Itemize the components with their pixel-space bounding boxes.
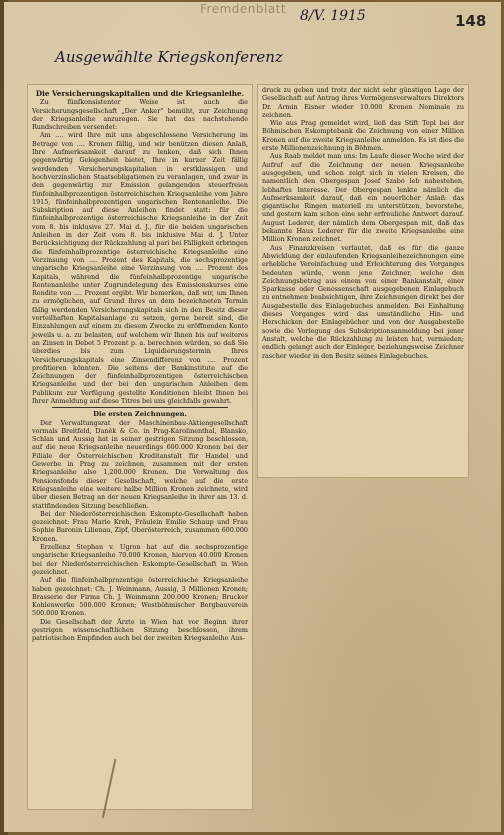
article-paragraph: Erzellenz Stephan v. Ugron hat auf die sechsprozentige ungarische Kriegsanleihe 70.000 Kronen, hiervon 40.000 Kronen bei der Niederösterreichischen Eskompte-Gesellschaft in Wien gezeichnet. bbox=[32, 543, 248, 576]
section-subtitle: Die ersten Zeichnungen. bbox=[93, 410, 187, 419]
article-paragraph: Aus Finanzkreisen verlautet, daß es für die ganze Abwicklung der einlaufenden Kriegsanleihezeichnungen eine erhebliche Vereinfachung und Erleichterung des Vorganges bedeuten würde, wenn jene Zeichner, welche den Zeichnungsbetrag aus einem von einer Bankanstalt, einer Sparkasse oder Genossenschaft ausgegebenen Einlagebuch zu entnehmen beabsichtigen, ihre Zeichnungen direkt bei der Ausgabestelle des Einlagebuches anmelden. Bei Einhaltung dieses Vorganges wird das umständliche Hin- und Herschicken der Einlagebücher und von der Ausgabestelle sowie die Vorlegung des Subskriptionsanmeldung bei jener Anstalt, welche die Rückzahlung zu leisten hat, vermieden; endlich gelangt auch der Einleger, beziehungsweise Zeichner rascher wieder in den Besitz seines Einlagebuches. bbox=[262, 243, 464, 360]
article-paragraph: Am .... wird Ihre mit uns abgeschlossene Versicherung im Betrage von .... Kronen fällig, und wir benützen diesen Anlaß, Ihre Aufmerksamkeit darauf zu lenken, daß sich Ihnen gegenwärtig Gelegenheit bietet, Ihre in kurzer Zeit fällig werdenden Versicherungskapitalien in erstklassigen und hochverzinslichen Staatsobligationen zu veranlagen, und zwar in den gegenwärtig zur Emission gelangenden steuerfreien fünfeinhalbprozentigen österreichischen Kriegsanleihe vom Jahre 1915, fünfeinhalbprozentigen ungarischen Rentenanleihe. Die Subskription auf diese Anleihen findet statt: für die fünfeinhalbprozentige österreichische Kriegsanleihe in der Zeit vom 8. bis inklusive 27. Mai d. J., für die beiden ungarischen Anleihen in der Zeit vom 8. bis inklusive Mai d. J. Unter Berücksichtigung der Rückzahlung al pari bei Fälligkeit erbringen die fünfeinhalbprozentige österreichische Kriegsanleihe eine Verzinsung von .... Prozent des Kapitals, die sechsprozentige ungarische Kriegsanleihe eine Verzinsung von .... Prozent des Kapitals, während die fünfeinhalbprozentige ungarische Rentenanleihe unter Zugrundelegung des Emissionskurses eine Rendite von .... Prozent ergibt. Wir bemerken, daß wir, um Ihnen zu ermöglichen, auf Grund Ihres an dem bezeichneten Termin fällig werdenden Versicherungskapitals sich in den Besitz dieser vorteilhaften Kapitalsanlage zu setzen, gerne bereit sind, die Einzahlungen auf einem zu diesem Zwecke zu eröffnenden Konto jeweils u. a. zu belasten, auf welchem wir Ihnen bis auf weiteres an Zinsen in Debet 5 Prozent p. a. berechnen würden, so daß Sie überdies bis zum Liquidierungstermin Ihres Versicherungskapitals eine Zinsendifferenz von .... Prozent profitieren könnten. Die seitens der Bankinstitute auf die Zeichnungen der fünfeinhalbprozentigen österreichischen Kriegsanleihe und der bei den ungarischen Anleihen dem Publikum zur Verfügung gestellte Konditionen bleibt Ihnen bei Ihrer Anmeldung auf diese Titres bei uns gleichfalls gewahrt. bbox=[32, 131, 248, 405]
page-number: 148 bbox=[455, 12, 487, 30]
article-paragraph: druck zu geben und trotz der nicht sehr günstigen Lage der Gesellschaft auf Antrag ihres Vermögensverwalters Direktors Dr. Armin Eisner wieder 10.000 Kronen Nominale zu zeichnen. bbox=[262, 86, 464, 119]
article-paragraph: Der Verwaltungsrat der Maschinenbau-Aktiengesellschaft vormals Breitfeld, Daněk & Co. in Prag-Karolinenthal, Blansko, Schlan und Aussig hat in seiner gestrigen Sitzung beschlossen, auf die neue Kriegsanleihe neuerdings 600.000 Kronen bei der Filiale der Österreichischen Kreditanstalt für Handel und Gewerbe in Prag zu zeichnen, zusammen mit der ersten Kriegsanleihe also 1,200.000 Kronen. Die Verwaltung des Pensionsfonds dieser Gesellschaft, welche auf die erste Kriegsanleihe eine weitere halbe Million Kronen zeichnete, wird über diesen Betrag an der neuen Kriegsanleihe in ihrer am 13. d. stattfindenden Sitzung beschließen. bbox=[32, 418, 248, 510]
article-paragraph: Zu fünfkonsistenter Weise ist auch die Versicherungsgesellschaft „Der Anker“ bemüht, zur Zeichnung der Kriegsanleihe anzuregen. Sie hat das nachstehende Rundschreiben versendet: bbox=[32, 98, 248, 132]
article-title: Die Versicherungskapitalien und die Kriegsanleihe. bbox=[35, 89, 245, 98]
article-right-column bbox=[262, 86, 464, 360]
article-left-column bbox=[32, 90, 248, 643]
article-paragraph: Wie aus Prag gemeldet wird, ließ das Stift Tepl bei der Böhmischen Eskomptebank die Zeichnung von einer Million Kronen auf die zweite Kriegsanleihe anmelden. Es ist dies die erste Millionenzeichnung in Böhmen. bbox=[262, 119, 464, 153]
article-paragraph: Aus Raab meldet man uns: Im Laufe dieser Woche wird der Aufruf auf die Zeichnung der neuen Kriegsanleihe ausgegeben, und schon zeigt sich in vielen Kreisen, die namentlich den Obergespan Josef Szabó leb nahestehen, lebhaftes Interesse. Der Obergespan lenkte nämlich die Aufmerksamkeit darauf, daß ein neuerlicher Anlaß: das gigantische Ringen materiell zu unterstützen, bevorstehe, und gestern kam schon eine sehr erfreuliche Antwort darauf. August Lederer, der nämlich dem Obergespan mit, daß das bekannte Haus Lederer für die zweite Kriegsanleihe eine Million Kronen zeichnet. bbox=[262, 152, 464, 244]
source-stamp: Fremdenblatt bbox=[200, 2, 287, 16]
article-paragraph: Die Gesellschaft der Ärzte in Wien hat vor Beginn ihrer gestrigen wissenschaftlichen Sitzung beschlossen, ihrem patriotischen Empfinden auch bei der zweiten Kriegsanleihe Aus- bbox=[32, 617, 248, 643]
handwritten-title: Ausgewählte Kriegskonferenz bbox=[55, 48, 283, 66]
article-paragraph: Bei der Niederösterreichischen Eskompte-Gesellschaft haben gezeichnet: Frau Marie Kreh, Fräulein Emilie Schaup und Frau Sophie Baronin Lilienau, Zipf, Oberösterreich, zusammen 600.000 Kronen. bbox=[32, 509, 248, 543]
section-divider bbox=[52, 407, 228, 408]
article-paragraph: Auf die fünfeinhalbprozentige österreichische Kriegsanleihe haben gezeichnet: Ch. J. Weinmann, Aussig, 3 Millionen Kronen; Brasserie der Firma Ch. J. Weinmann 200.000 Kronen; Brucker Kohlenwerke 500.000 Kronen; Westböhmischer Bergbauverein 500.000 Kronen. bbox=[32, 576, 248, 618]
handwritten-date: 8/V. 1915 bbox=[300, 8, 366, 24]
